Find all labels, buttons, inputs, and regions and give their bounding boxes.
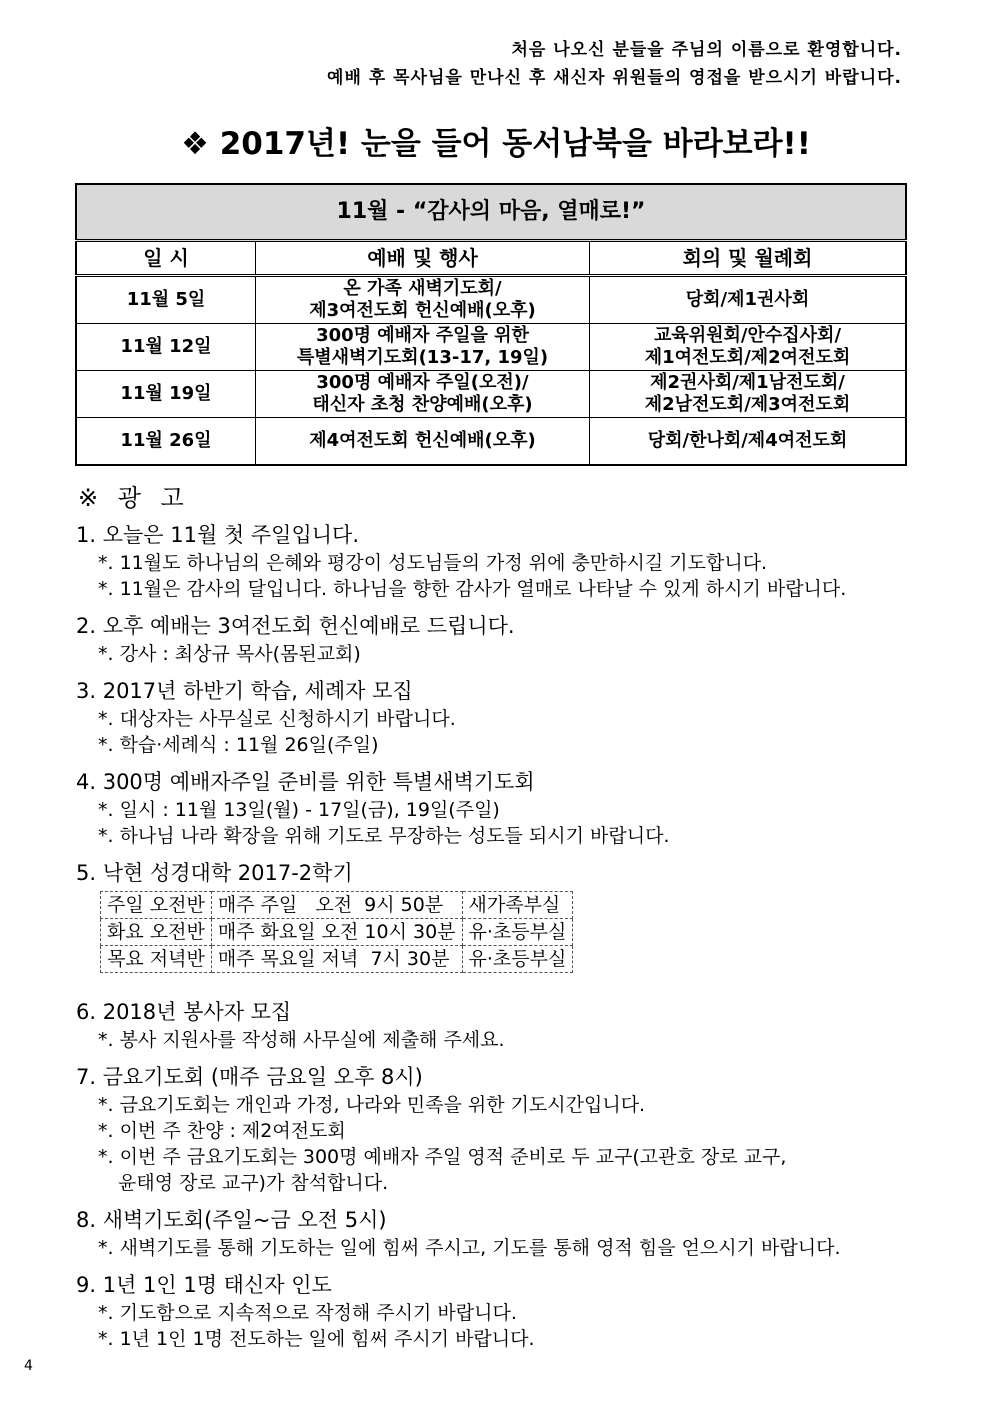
row-date: 11월 5일 <box>76 276 256 324</box>
item-detail: 윤태영 장로 교구)가 참석합니다. <box>118 1172 389 1194</box>
event-line: 300명 예배자 주일(오전)/ <box>316 372 529 393</box>
row-date: 11월 26일 <box>76 418 256 466</box>
item-title: 1. 오늘은 11월 첫 주일입니다. <box>76 523 359 547</box>
class-room: 유·초등부실 <box>462 919 573 946</box>
row-date: 11월 19일 <box>76 371 256 418</box>
table-row <box>101 946 573 973</box>
november-schedule-table <box>75 183 907 466</box>
welcome-message <box>327 36 902 92</box>
item-detail: *. 이번 주 금요기도회는 300명 예배자 주일 영적 준비로 두 교구(고관호 장로 교구, <box>98 1146 787 1168</box>
list-item <box>76 767 976 849</box>
row-meeting <box>590 371 907 418</box>
list-item <box>76 1205 976 1261</box>
item-title: 6. 2018년 봉사자 모집 <box>76 1000 292 1024</box>
meeting-line: 제2권사회/제1남전도회/ <box>650 372 845 393</box>
class-name: 주일 오전반 <box>101 892 212 919</box>
list-item <box>76 1062 976 1196</box>
meeting-line: 교육위원회/안수집사회/ <box>653 325 842 346</box>
header-meeting: 회의 및 월례회 <box>590 241 907 276</box>
row-meeting <box>590 418 907 466</box>
row-meeting <box>590 276 907 324</box>
item-detail: *. 1년 1인 1명 전도하는 일에 힘써 주시기 바랍니다. <box>98 1328 535 1350</box>
meeting-line: 당회/제1권사회 <box>685 289 810 310</box>
list-item <box>76 611 976 667</box>
item-detail: *. 일시 : 11월 13일(월) - 17일(금), 19일(주일) <box>98 799 500 821</box>
item-detail: *. 강사 : 최상규 목사(몸된교회) <box>98 643 361 665</box>
class-room: 유·초등부실 <box>462 946 573 973</box>
header-event: 예배 및 행사 <box>256 241 590 276</box>
item-title: 3. 2017년 하반기 학습, 세례자 모집 <box>76 679 413 703</box>
row-event <box>256 371 590 418</box>
row-event <box>256 276 590 324</box>
event-line: 특별새벽기도회(13-17, 19일) <box>296 347 549 368</box>
table-row <box>76 276 906 324</box>
table-row <box>101 892 573 919</box>
event-line: 300명 예배자 주일을 위한 <box>316 325 529 346</box>
welcome-line-1: 처음 나오신 분들을 주님의 이름으로 환영합니다. <box>511 40 902 60</box>
table-row <box>76 418 906 466</box>
event-line: 태신자 초청 찬양예배(오후) <box>312 394 533 415</box>
list-item <box>76 676 976 758</box>
item-title: 5. 낙현 성경대학 2017-2학기 <box>76 861 353 885</box>
meeting-line: 제1여전도회/제2여전도회 <box>644 347 851 368</box>
class-name: 화요 오전반 <box>101 919 212 946</box>
item-detail: *. 하나님 나라 확장을 위해 기도로 무장하는 성도들 되시기 바랍니다. <box>98 825 670 847</box>
item-title: 2. 오후 예배는 3여전도회 헌신예배로 드립니다. <box>76 614 515 638</box>
event-line: 제4여전도회 헌신예배(오후) <box>309 430 536 451</box>
item-title: 9. 1년 1인 1명 태신자 인도 <box>76 1273 332 1297</box>
schedule-caption: 11월 - “감사의 마음, 열매로!” <box>76 184 906 241</box>
class-time: 매주 목요일 저녁 7시 30분 <box>211 946 462 973</box>
item-title: 4. 300명 예배자주일 준비를 위한 특별새벽기도회 <box>76 770 535 794</box>
class-room: 새가족부실 <box>462 892 573 919</box>
table-row <box>76 371 906 418</box>
meeting-line: 제2남전도회/제3여전도회 <box>644 394 851 415</box>
table-row <box>101 919 573 946</box>
row-meeting <box>590 324 907 371</box>
item-detail: *. 학습·세례식 : 11월 26일(주일) <box>98 734 379 756</box>
announcements-list <box>76 520 976 1361</box>
item-detail: *. 11월은 감사의 달입니다. 하나님을 향한 감사가 열매로 나타날 수 있게 하시기 바랍니다. <box>98 578 847 600</box>
list-item <box>76 1270 976 1352</box>
row-event <box>256 324 590 371</box>
item-detail: *. 금요기도회는 개인과 가정, 나라와 민족을 위한 기도시간입니다. <box>98 1094 646 1116</box>
row-event <box>256 418 590 466</box>
event-line: 온 가족 새벽기도회/ <box>343 278 502 299</box>
meeting-line: 당회/한나회/제4여전도회 <box>647 430 848 451</box>
list-item <box>76 520 976 602</box>
class-time: 매주 화요일 오전 10시 30분 <box>211 919 462 946</box>
list-item <box>76 997 976 1053</box>
item-detail: *. 봉사 지원사를 작성해 사무실에 제출해 주세요. <box>98 1029 505 1051</box>
header-date: 일 시 <box>76 241 256 276</box>
page-title: ❖ 2017년! 눈을 들어 동서남북을 바라보라!! <box>181 126 811 162</box>
class-name: 목요 저녁반 <box>101 946 212 973</box>
announcements-heading: ※ 광 고 <box>78 484 190 512</box>
item-detail: *. 이번 주 찬양 : 제2여전도회 <box>98 1120 346 1142</box>
bible-class-table <box>100 891 573 973</box>
row-date: 11월 12일 <box>76 324 256 371</box>
item-detail: *. 대상자는 사무실로 신청하시기 바랍니다. <box>98 708 456 730</box>
item-title: 7. 금요기도회 (매주 금요일 오후 8시) <box>76 1065 423 1089</box>
table-row <box>76 324 906 371</box>
page-number: 4 <box>24 1358 33 1374</box>
class-time: 매주 주일 오전 9시 50분 <box>211 892 462 919</box>
welcome-line-2: 예배 후 목사님을 만나신 후 새신자 위원들의 영접을 받으시기 바랍니다. <box>327 68 902 88</box>
item-detail: *. 기도함으로 지속적으로 작정해 주시기 바랍니다. <box>98 1302 517 1324</box>
list-item <box>76 858 976 973</box>
item-detail: *. 11월도 하나님의 은혜와 평강이 성도님들의 가정 위에 충만하시길 기도합니다. <box>98 552 768 574</box>
item-detail: *. 새벽기도를 통해 기도하는 일에 힘써 주시고, 기도를 통해 영적 힘을 얻으시기 바랍니다. <box>98 1237 841 1259</box>
item-title: 8. 새벽기도회(주일~금 오전 5시) <box>76 1208 387 1232</box>
event-line: 제3여전도회 헌신예배(오후) <box>309 300 536 321</box>
